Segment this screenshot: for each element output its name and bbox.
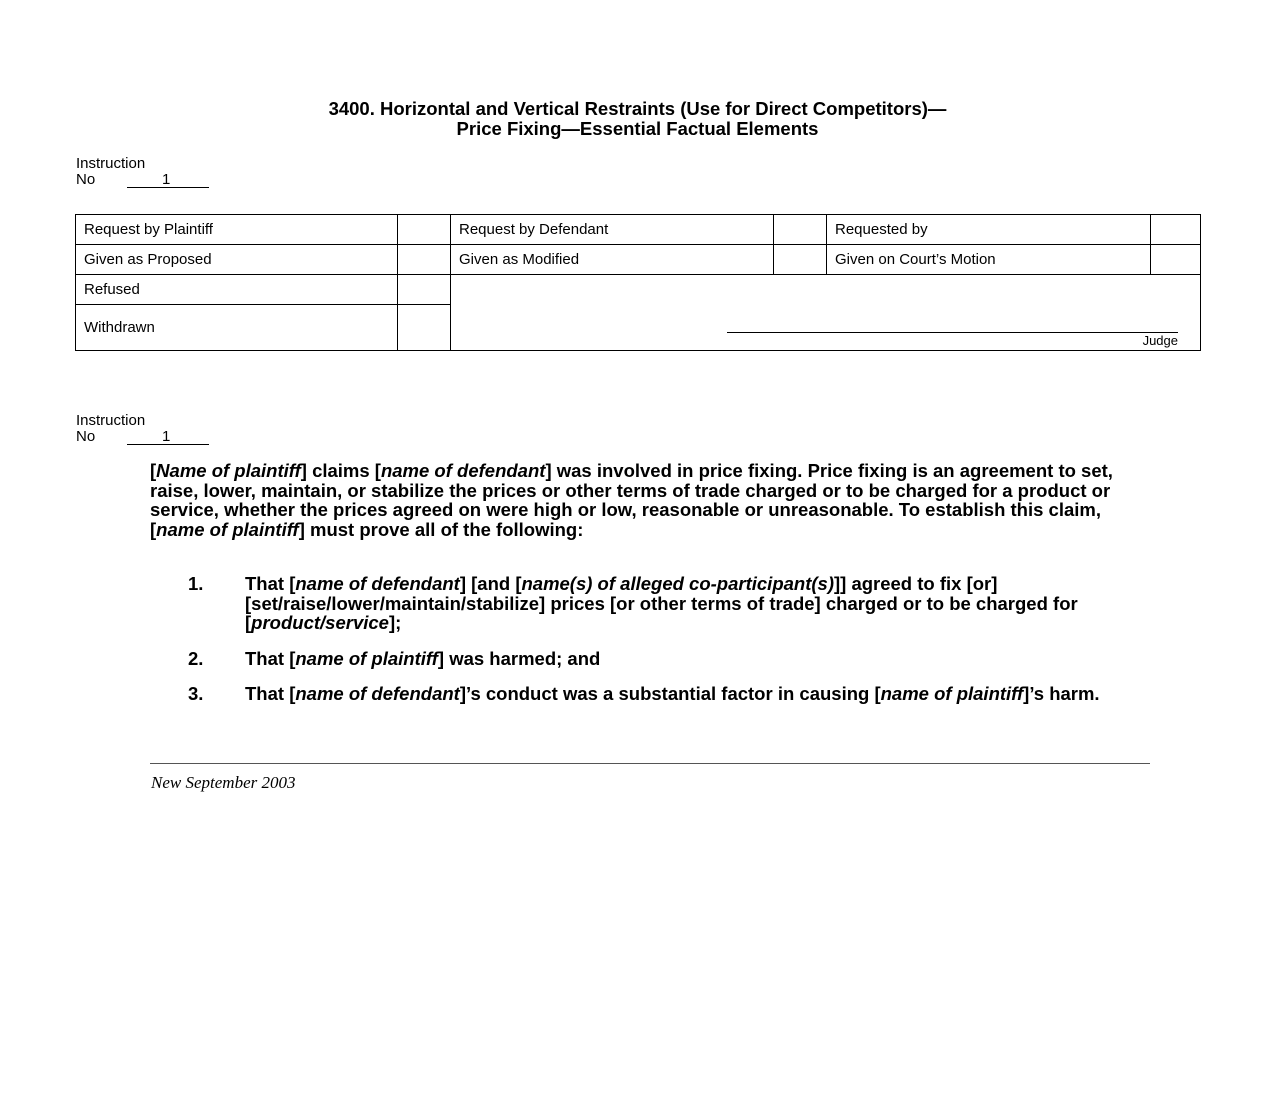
instruction-number-field: 1	[127, 430, 209, 445]
instruction-title	[0, 99, 1275, 138]
given-as-proposed-label: Given as Proposed	[76, 245, 398, 275]
instruction-number-bottom	[76, 413, 209, 445]
request-by-plaintiff-checkbox[interactable]	[398, 215, 451, 245]
given-on-courts-motion-label: Given on Court’s Motion	[827, 245, 1151, 275]
elements-list	[188, 574, 1148, 720]
instruction-number-field: 1	[127, 173, 209, 188]
no-label: No	[76, 170, 96, 188]
judge-signature-line[interactable]	[727, 332, 1178, 333]
title-line-1: 3400. Horizontal and Vertical Restraints (Use for Direct Competitors)—	[328, 98, 947, 119]
list-item: 3. That [name of defendant]’s conduct was a substantial factor in causing [name of plaintiff]’s harm.	[188, 683, 1100, 704]
instruction-body-paragraph: [Name of plaintiff] claims [name of defendant] was involved in price fixing. Price fixing is an agreement to set, raise, lower, maintain, or stabilize the prices or other terms of trade charged or to be charged for a product or service, whether the prices agreed on were high or low, reasonable or unreasonable. To establish this claim, [name of plaintiff] must prove all of the following:	[150, 460, 1113, 540]
request-by-plaintiff-label: Request by Plaintiff	[76, 215, 398, 245]
list-item: 1. That [name of defendant] [and [name(s) of alleged co-participant(s)]] agreed to fix [or] [set/raise/lower/maintain/stabilize] prices [or other terms of trade] charged or to be charged for [product/service];	[188, 573, 1078, 633]
judge-signature-area	[451, 275, 1201, 351]
withdrawn-label: Withdrawn	[76, 305, 398, 351]
withdrawn-checkbox[interactable]	[398, 305, 451, 351]
given-on-courts-motion-checkbox[interactable]	[1151, 245, 1201, 275]
title-line-2: Price Fixing—Essential Factual Elements	[456, 117, 819, 139]
given-as-modified-checkbox[interactable]	[774, 245, 827, 275]
list-item: 2. That [name of plaintiff] was harmed; and	[188, 647, 601, 669]
item-number: 2.	[188, 647, 204, 669]
request-table	[75, 214, 1201, 351]
instruction-number-top	[76, 156, 209, 188]
instruction-label: Instruction	[76, 155, 146, 172]
request-by-defendant-checkbox[interactable]	[774, 215, 827, 245]
no-label: No	[76, 427, 96, 445]
instruction-label: Instruction	[76, 412, 146, 429]
requested-by-checkbox[interactable]	[1151, 215, 1201, 245]
requested-by-label: Requested by	[827, 215, 1151, 245]
given-as-proposed-checkbox[interactable]	[398, 245, 451, 275]
item-number: 3.	[188, 683, 204, 704]
refused-label: Refused	[76, 275, 398, 305]
footer-note: New September 2003	[151, 773, 296, 792]
request-by-defendant-label: Request by Defendant	[451, 215, 774, 245]
refused-checkbox[interactable]	[398, 275, 451, 305]
judge-label: Judge	[1142, 333, 1178, 348]
item-number: 1.	[188, 573, 204, 594]
footer-divider	[150, 763, 1150, 764]
given-as-modified-label: Given as Modified	[451, 245, 774, 275]
